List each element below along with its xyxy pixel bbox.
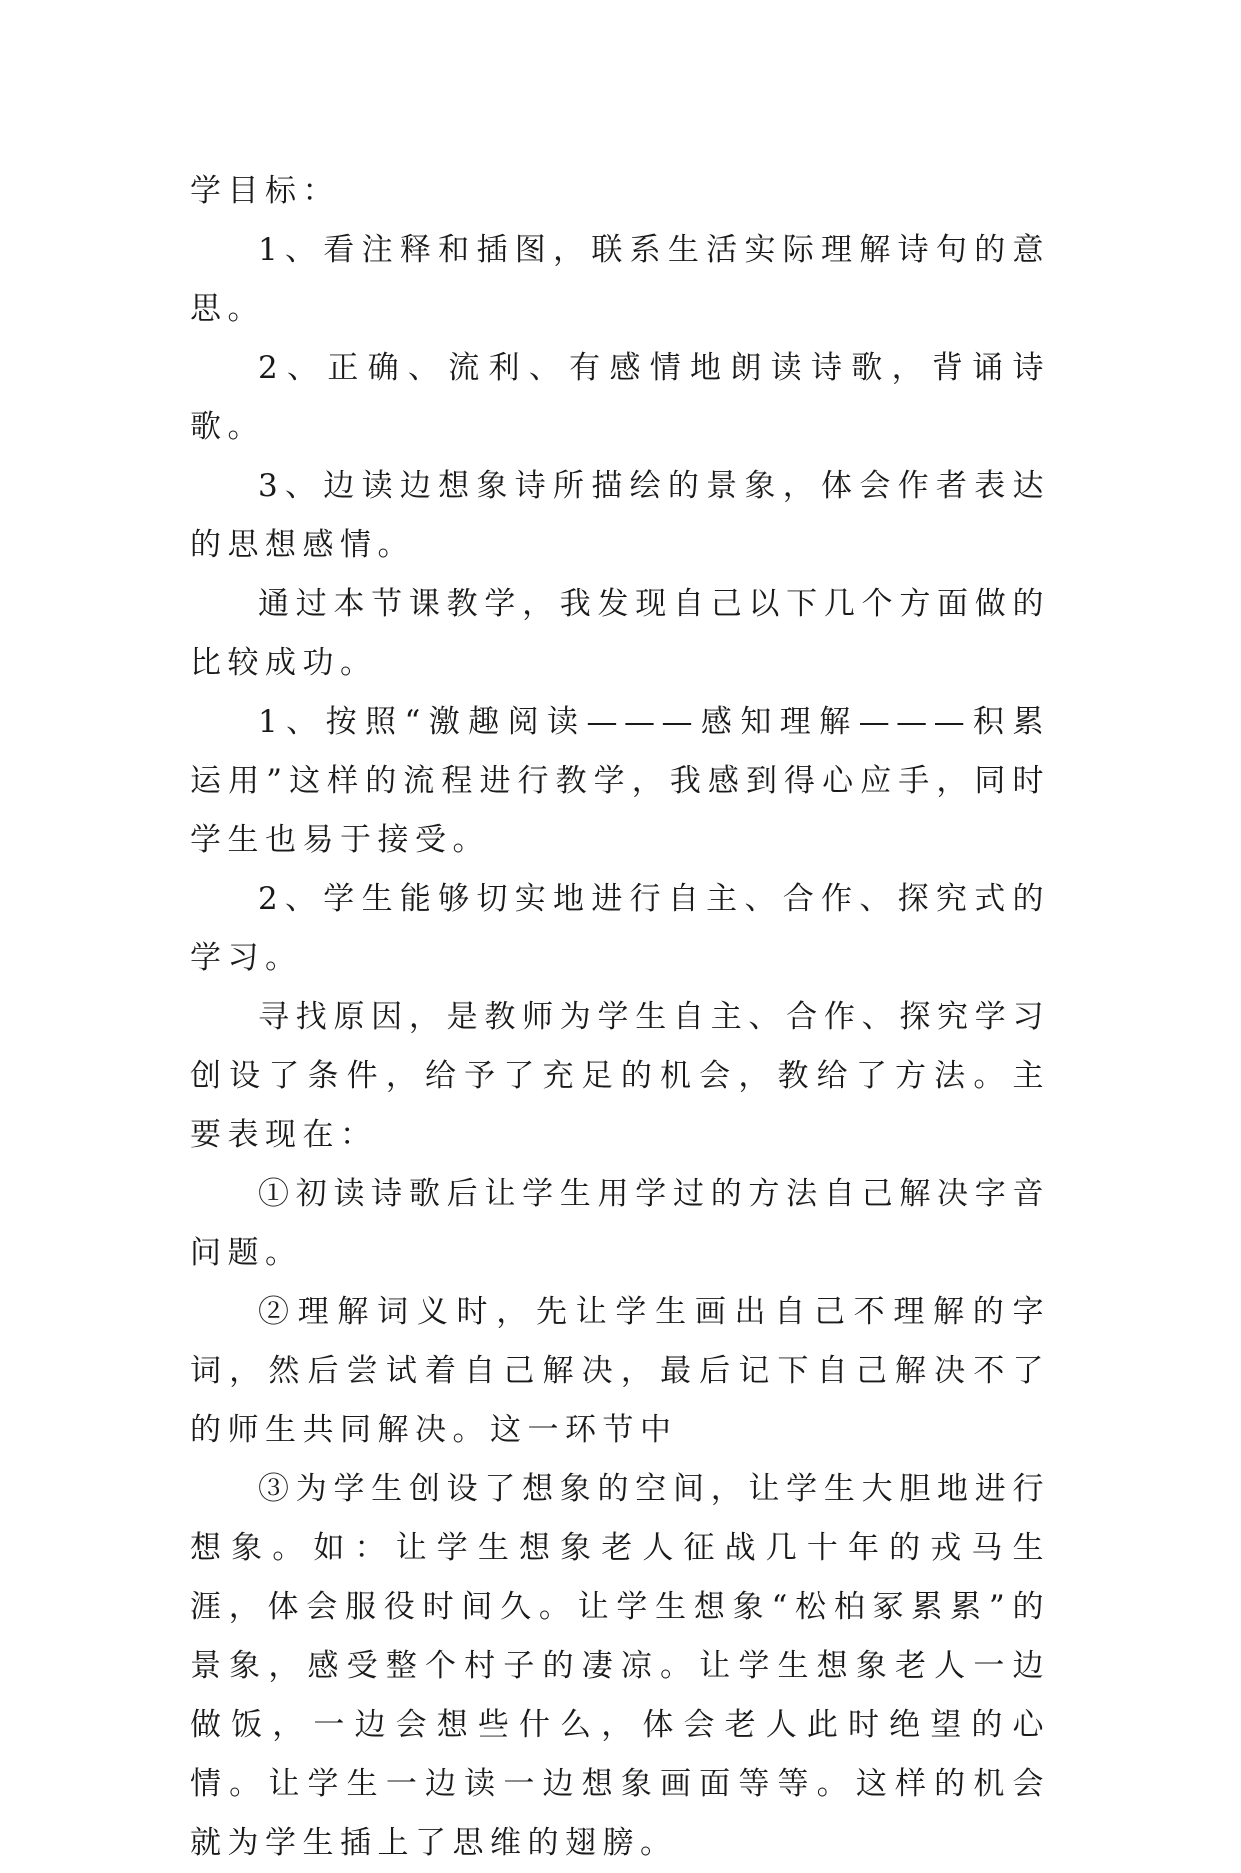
paragraph-reflection-intro: 通过本节课教学，我发现自己以下几个方面做的比较成功。 bbox=[190, 586, 1050, 681]
paragraph-objective-1: 1、看注释和插图，联系生活实际理解诗句的意思。 bbox=[190, 232, 1050, 327]
paragraph-objectives-heading: 学目标： bbox=[190, 173, 340, 209]
document-body bbox=[190, 162, 1050, 1873]
paragraph-objective-2: 2、正确、流利、有感情地朗读诗歌，背诵诗歌。 bbox=[190, 350, 1050, 445]
paragraph-point-2: ②理解词义时，先让学生画出自己不理解的字词，然后尝试着自己解决，最后记下自己解决不了的师生共同解决。这一环节中 bbox=[190, 1294, 1050, 1448]
paragraph-point-1: ①初读诗歌后让学生用学过的方法自己解决字音问题。 bbox=[190, 1176, 1050, 1271]
paragraph-reasons: 寻找原因，是教师为学生自主、合作、探究学习创设了条件，给予了充足的机会，教给了方法。主要表现在： bbox=[190, 999, 1050, 1153]
paragraph-success-1: 1、按照“激趣阅读———感知理解———积累运用”这样的流程进行教学，我感到得心应手，同时学生也易于接受。 bbox=[190, 704, 1050, 858]
paragraph-objective-3: 3、边读边想象诗所描绘的景象，体会作者表达的思想感情。 bbox=[190, 468, 1050, 563]
paragraph-point-3: ③为学生创设了想象的空间，让学生大胆地进行想象。如：让学生想象老人征战几十年的戎马生涯，体会服役时间久。让学生想象“松柏冢累累”的景象，感受整个村子的凄凉。让学生想象老人一边做饭，一边会想些什么，体会老人此时绝望的心情。让学生一边读一边想象画面等等。这样的机会就为学生插上了思维的翅膀。 bbox=[190, 1471, 1050, 1861]
paragraph-success-2: 2、学生能够切实地进行自主、合作、探究式的学习。 bbox=[190, 881, 1050, 976]
